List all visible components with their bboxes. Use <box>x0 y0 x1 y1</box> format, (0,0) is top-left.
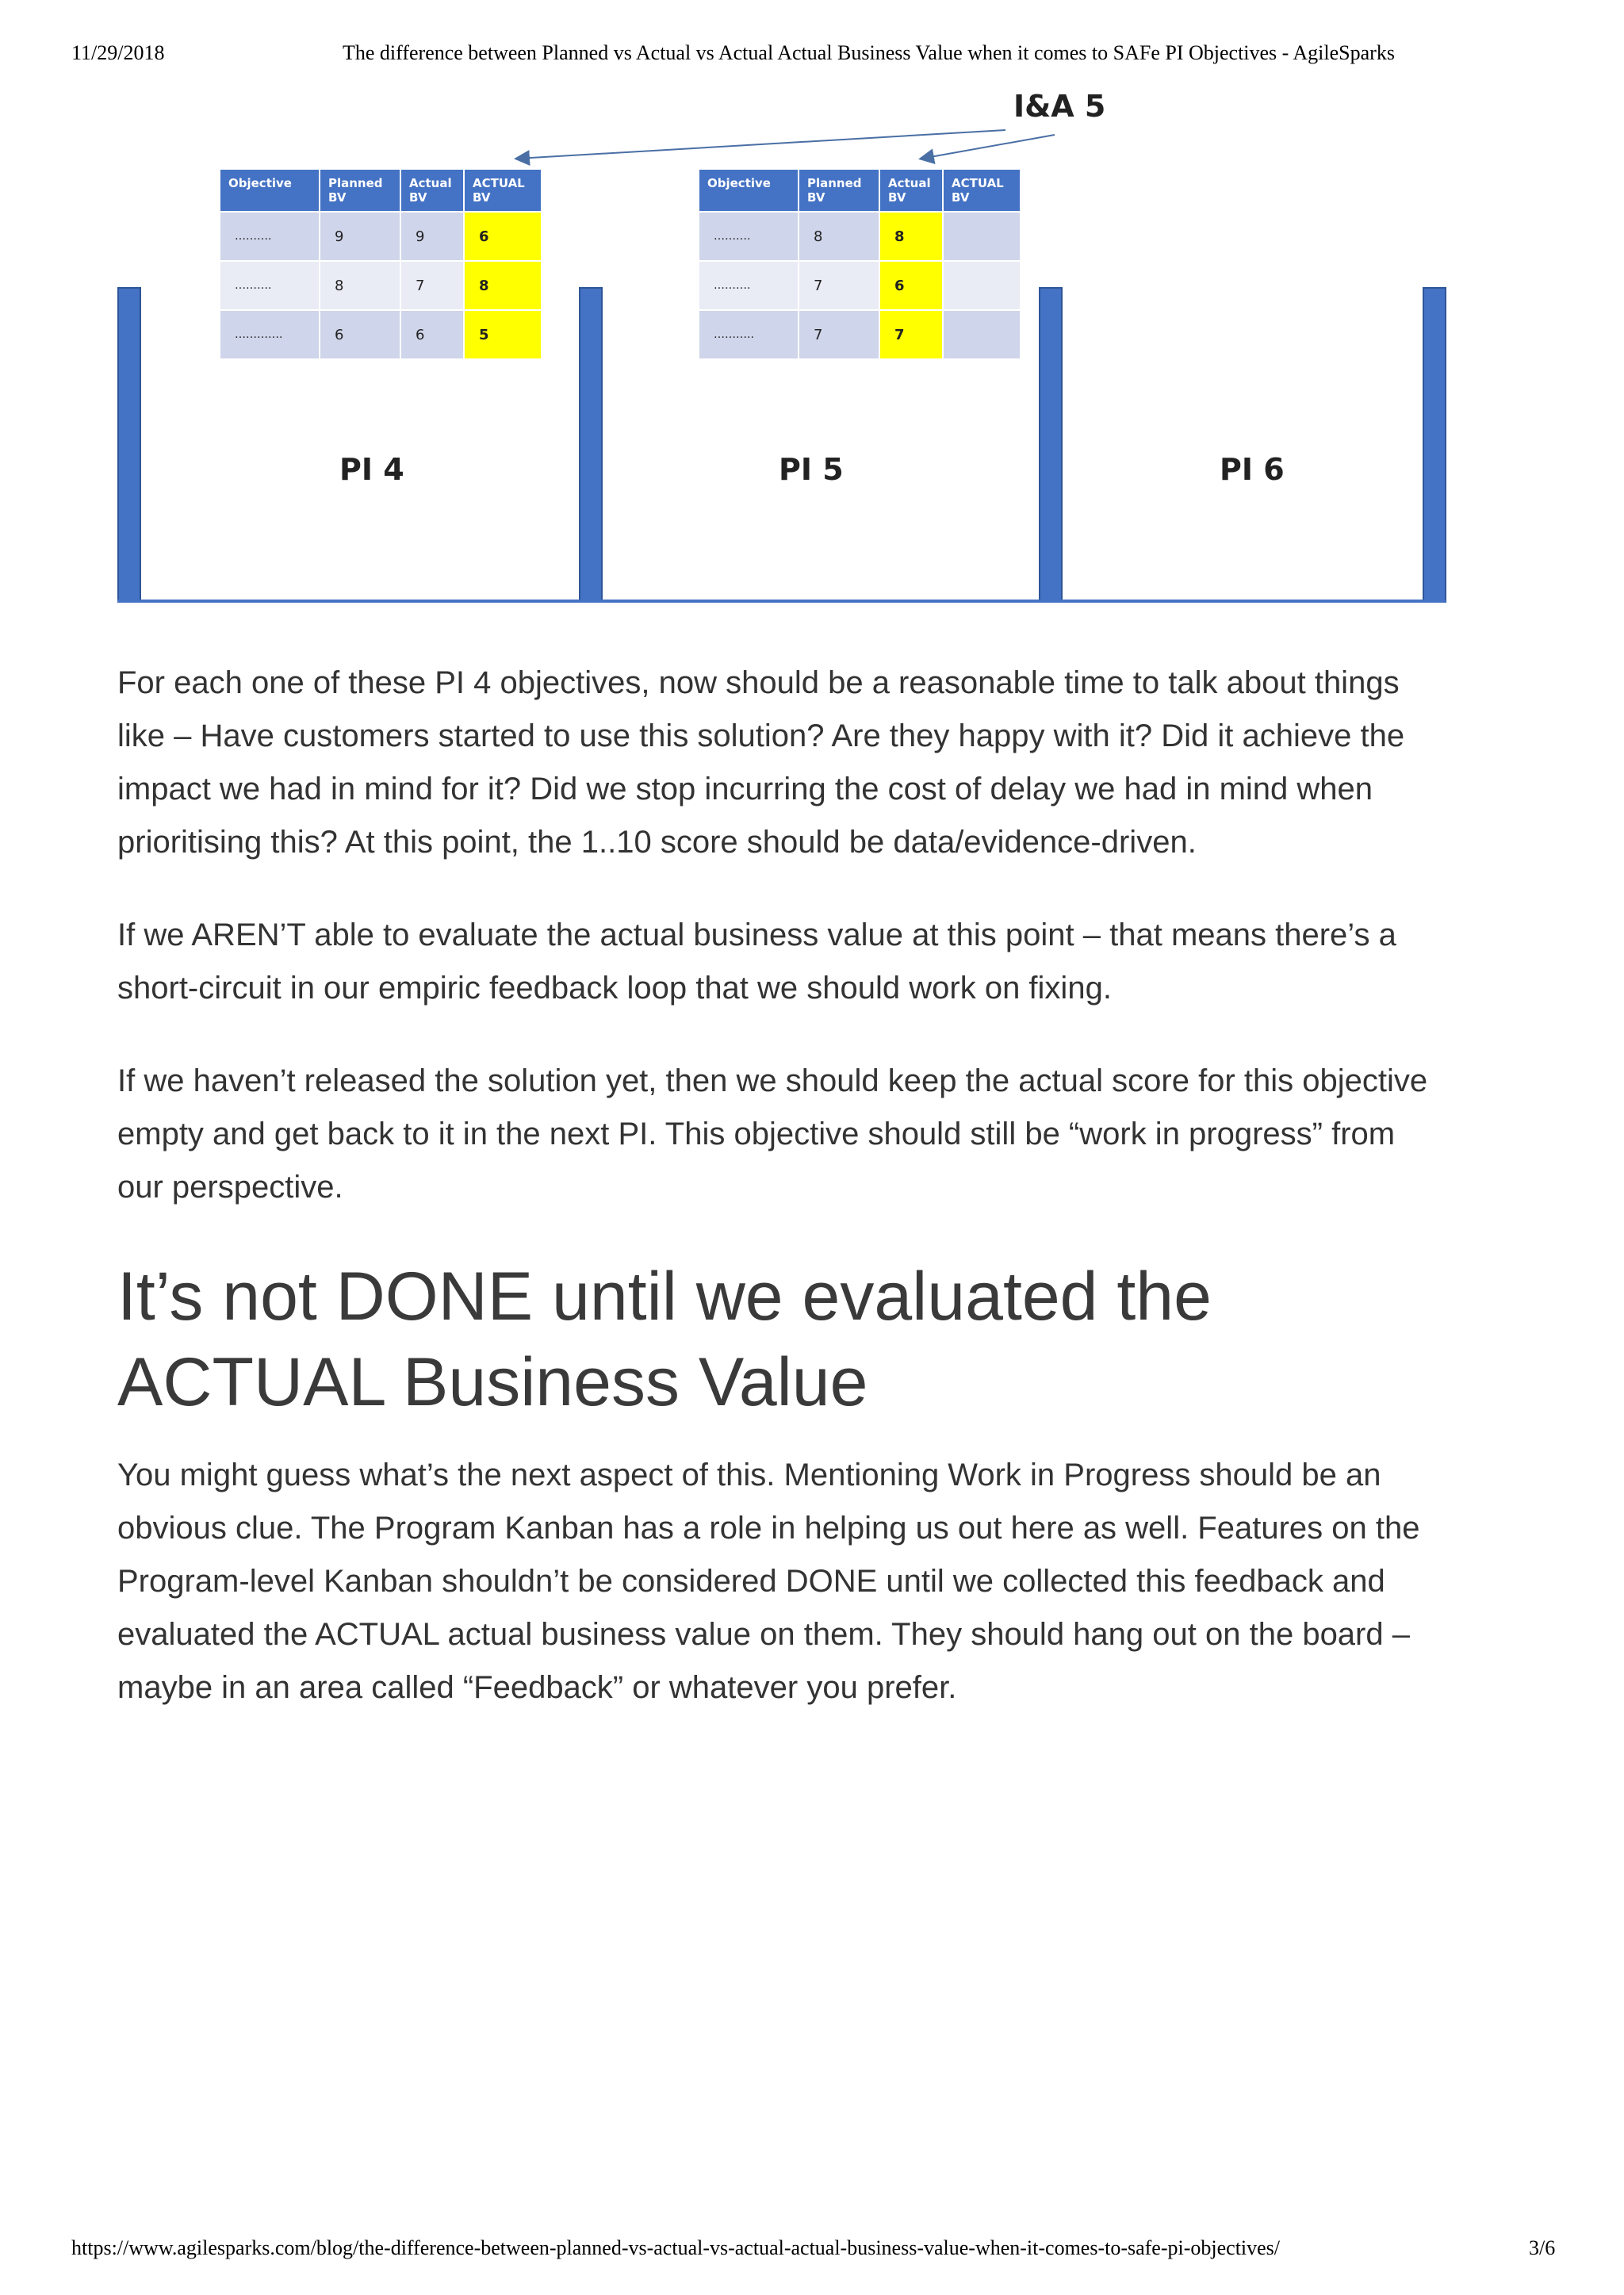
planned-bv-cell: 7 <box>799 310 879 359</box>
col-planned-bv: Planned BV <box>799 169 879 212</box>
pi-label-6: PI 6 <box>1220 452 1285 487</box>
print-date: 11/29/2018 <box>71 41 165 64</box>
pillar-1 <box>117 287 141 603</box>
paragraph-2: If we AREN’T able to evaluate the actual business value at this point – that means there’s a short-circuit in our empiric feedback loop that we should work on fixing. <box>117 918 1396 1006</box>
paragraph-3: If we haven’t released the solution yet, then we should keep the actual score for this objective empty and get back to it in the next PI. This objective should still be “work in progress” from our perspective. <box>117 1063 1428 1205</box>
objective-cell: ………. <box>220 261 320 310</box>
pi4-objectives-table <box>219 168 542 360</box>
col-actual-bv: Actual BV <box>400 169 464 212</box>
pi-diagram <box>0 0 1624 634</box>
actual-actual-bv-cell <box>943 261 1021 310</box>
article-body <box>117 657 1450 1754</box>
actual-bv-cell: 7 <box>400 261 464 310</box>
pi-label-5: PI 5 <box>779 452 844 487</box>
actual-actual-bv-cell <box>943 212 1021 261</box>
planned-bv-cell: 9 <box>320 212 400 261</box>
paragraph-4: You might guess what’s the next aspect of this. Mentioning Work in Progress should be an obvious clue. The Program Kanban has a role in helping us out here as well. Features on the Program-level Kanban shouldn’t be considered DONE until we collected this feedback and evaluated the ACTUAL actual business value on them. They should hang out on the board – maybe in an area called “Feedback” or whatever you prefer. <box>117 1458 1420 1705</box>
table-row <box>699 310 1021 359</box>
planned-bv-cell: 8 <box>799 212 879 261</box>
table-row <box>220 310 542 359</box>
actual-actual-bv-cell: 5 <box>464 310 542 359</box>
section-heading: It’s not DONE until we evaluated the ACTUAL Business Value <box>117 1259 1212 1420</box>
planned-bv-cell: 6 <box>320 310 400 359</box>
col-actual-bv: Actual BV <box>879 169 943 212</box>
planned-bv-cell: 8 <box>320 261 400 310</box>
actual-bv-cell: 8 <box>879 212 943 261</box>
pillar-3 <box>1039 287 1063 603</box>
pillar-4 <box>1423 287 1446 603</box>
actual-bv-cell: 6 <box>879 261 943 310</box>
ground-line <box>117 600 1446 603</box>
table-row <box>699 261 1021 310</box>
col-objective: Objective <box>699 169 799 212</box>
actual-actual-bv-cell <box>943 310 1021 359</box>
actual-actual-bv-cell: 8 <box>464 261 542 310</box>
paragraph-1: For each one of these PI 4 objectives, now should be a reasonable time to talk about things like – Have customers started to use this solution? Are they happy with it? Did it achieve the impact we had in mind for it? Did we stop incurring the cost of delay we had in mind when prioritising this? At this point, the 1..10 score should be data/evidence-driven. <box>117 665 1405 860</box>
actual-actual-bv-cell: 6 <box>464 212 542 261</box>
actual-bv-cell: 7 <box>879 310 943 359</box>
objective-cell: ……….. <box>699 310 799 359</box>
arrow-to-pi5-table <box>921 135 1055 159</box>
objective-cell: ………. <box>699 212 799 261</box>
table-row <box>220 212 542 261</box>
actual-bv-cell: 6 <box>400 310 464 359</box>
pillar-2 <box>579 287 603 603</box>
col-planned-bv: Planned BV <box>320 169 400 212</box>
col-actual-actual-bv: ACTUAL BV <box>943 169 1021 212</box>
objective-cell: ………. <box>220 212 320 261</box>
actual-bv-cell: 9 <box>400 212 464 261</box>
col-objective: Objective <box>220 169 320 212</box>
pi-label-4: PI 4 <box>339 452 404 487</box>
page-number: 3/6 <box>1529 2236 1556 2259</box>
table-row <box>699 212 1021 261</box>
objective-cell: ………. <box>699 261 799 310</box>
table-row <box>220 261 542 310</box>
arrow-to-pi4-table <box>517 130 1005 159</box>
col-actual-actual-bv: ACTUAL BV <box>464 169 542 212</box>
print-page-title: The difference between Planned vs Actual vs Actual Actual Business Value when it comes to SAFe PI Objectives - AgileSparks <box>343 41 1395 64</box>
pi5-objectives-table <box>698 168 1021 360</box>
ia-label: I&A 5 <box>1013 89 1106 124</box>
planned-bv-cell: 7 <box>799 261 879 310</box>
objective-cell: …………. <box>220 310 320 359</box>
print-url: https://www.agilesparks.com/blog/the-difference-between-planned-vs-actual-vs-actual-actual-business-value-when-it-comes-to-safe-pi-objectives/ <box>71 2236 1281 2259</box>
